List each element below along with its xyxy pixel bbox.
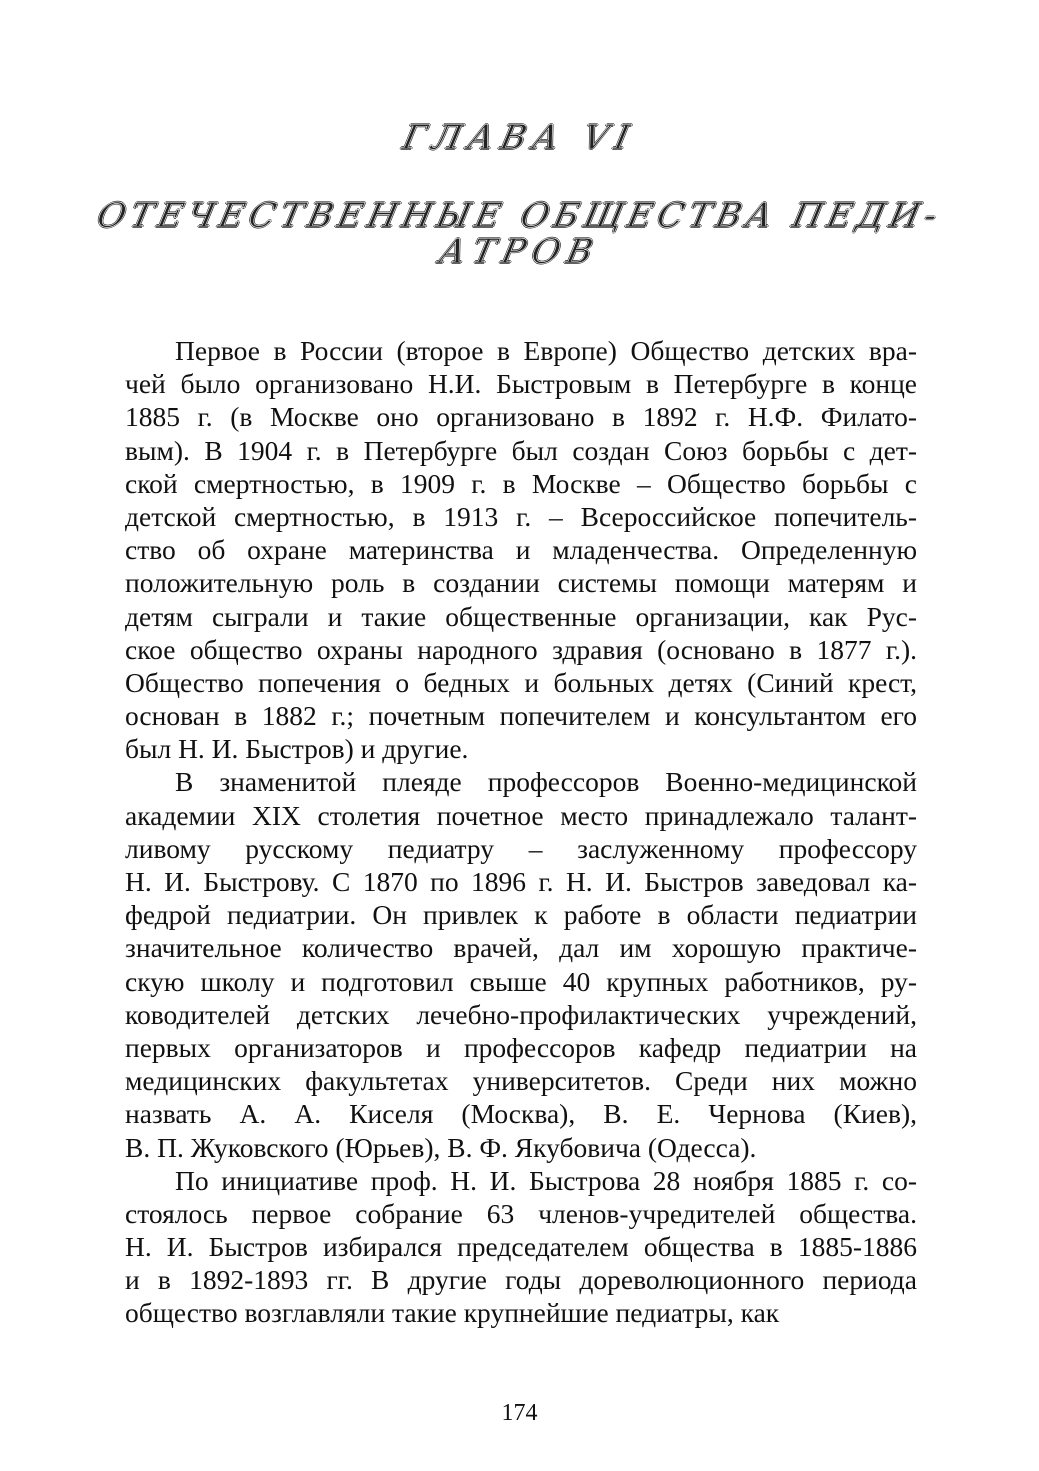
text-line: медицинских факультетах университетов. Среди них можно [125,1065,917,1097]
text-line: вым). В 1904 г. в Петербурге был создан Союз борьбы с дет- [125,434,917,466]
text-line: значительное количество врачей, дал им хорошую практиче- [125,932,917,964]
text-line: положительную роль в создании системы помощи матерям и [125,567,917,599]
page-number: 174 [501,1400,538,1426]
text-line: общество возглавляли такие крупнейшие педиатры, как [125,1297,780,1329]
text-line: стоялось первое собрание 63 членов-учредителей общества. [125,1197,917,1229]
text-line: ской смертностью, в 1909 г. в Москве – Общество борьбы с [125,467,917,499]
text-line: Общество попечения о бедных и больных детях (Синий крест, [125,666,917,698]
text-line: назвать А. А. Киселя (Москва), В. Е. Чернова (Киев), [125,1098,917,1130]
text-line: детям сыграли и такие общественные организации, как Рус- [125,600,917,632]
text-line: ство об охране материнства и младенчества. Определенную [125,534,917,566]
text-line: скую школу и подготовил свыше 40 крупных работников, ру- [125,965,917,997]
text-line: федрой педиатрии. Он привлек к работе в области педиатрии [125,899,917,931]
chapter-heading-line-2: АТРОВ [435,232,604,272]
paragraph [125,334,917,765]
text-line: Н. И. Быстрову. С 1870 по 1896 г. Н. И. Быстров заведовал ка- [125,866,917,897]
text-line: 1885 г. (в Москве оно организовано в 1892 г. Н.Ф. Филато- [125,401,917,433]
text-line: основан в 1882 г.; почетным попечителем и консультантом его [125,700,917,732]
paragraph [125,1164,917,1330]
text-line: ководителей детских лечебно-профилактических учреждений, [125,998,917,1030]
text-line: первых организаторов и профессоров кафедр педиатрии на [125,1031,917,1063]
text-line: был Н. И. Быстров) и другие. [125,733,469,765]
text-line: Н. И. Быстров избирался председателем общества в 1885-1886 [125,1231,917,1263]
text-line: ское общество охраны народного здравия (основано в 1877 г.). [125,633,917,665]
chapter-number: ГЛАВА VI [399,118,640,158]
paragraph [125,765,917,1163]
text-line: академии XIX столетия почетное место принадлежало талант- [125,799,917,831]
text-line: В. П. Жуковского (Юрьев), В. Ф. Якубовича (Одесса). [125,1131,757,1163]
chapter-heading-line-1: ОТЕЧЕСТВЕННЫЕ ОБЩЕСТВА ПЕДИ- [93,196,946,236]
text-line: ливому русскому педиатру – заслуженному профессору [125,832,917,864]
text-line: Первое в России (второе в Европе) Общество детских вра- [175,335,917,366]
text-line: и в 1892-1893 гг. В другие годы дореволюционного периода [125,1264,917,1296]
text-line: В знаменитой плеяде профессоров Военно-медицинской [175,766,917,798]
text-line: детской смертностью, в 1913 г. – Всероссийское попечитель- [125,500,917,532]
text-line: По инициативе проф. Н. И. Быстрова 28 ноября 1885 г. со- [175,1164,917,1196]
body-text [125,334,917,1330]
text-line: чей было организовано Н.И. Быстровым в Петербурге в конце [125,368,917,400]
